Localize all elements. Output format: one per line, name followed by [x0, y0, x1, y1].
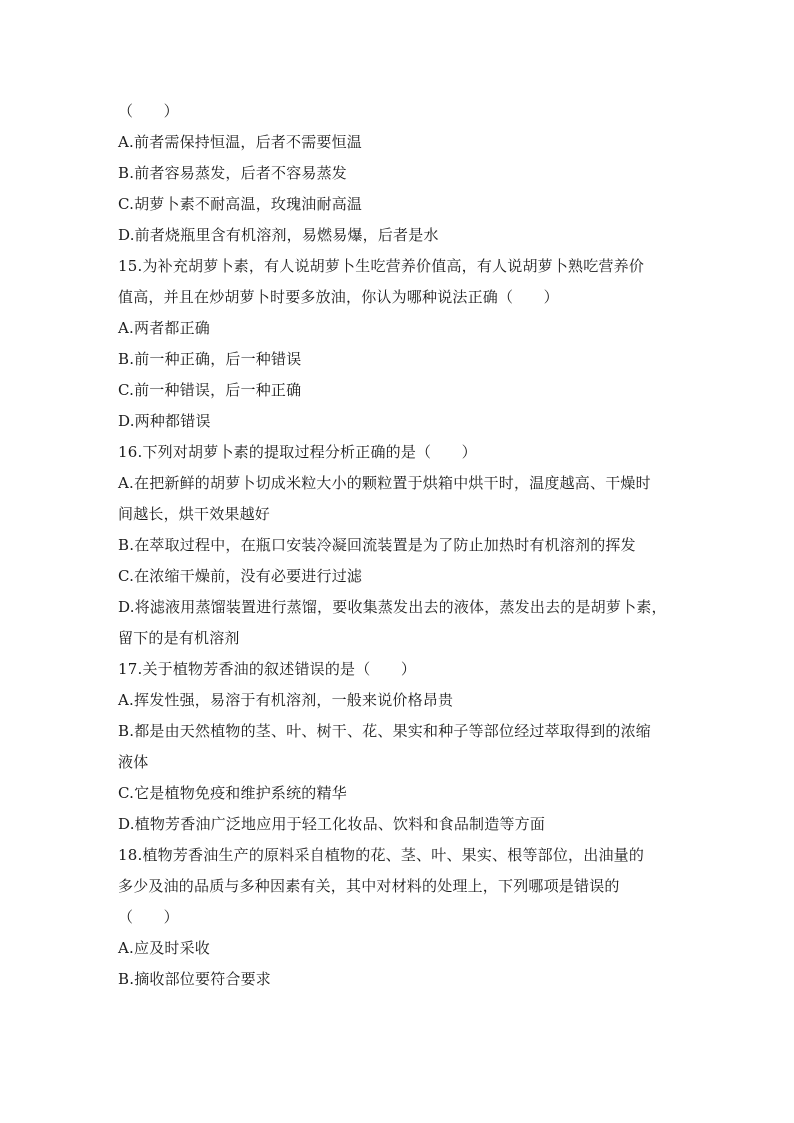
option-b: B.都是由天然植物的茎、叶、树干、花、果实和种子等部位经过萃取得到的浓缩	[118, 722, 651, 740]
option-b: B.前一种正确，后一种错误	[118, 350, 302, 368]
option-d-continued: 留下的是有机溶剂	[118, 629, 240, 647]
question-stem: 17.关于植物芳香油的叙述错误的是（ ）	[118, 660, 417, 678]
option-a: A.在把新鲜的胡萝卜切成米粒大小的颗粒置于烘箱中烘干时，温度越高、干燥时	[118, 474, 651, 492]
option-c: C.前一种错误，后一种正确	[118, 381, 302, 399]
option-a: A.前者需保持恒温，后者不需要恒温	[118, 133, 363, 151]
option-d: D.植物芳香油广泛地应用于轻工化妆品、饮料和食品制造等方面	[118, 815, 546, 833]
option-a: A.挥发性强，易溶于有机溶剂，一般来说价格昂贵	[118, 691, 454, 709]
option-b: B.摘收部位要符合要求	[118, 970, 271, 988]
answer-bracket: （ ）	[118, 908, 179, 926]
option-c: C.胡萝卜素不耐高温，玫瑰油耐高温	[118, 195, 363, 213]
answer-bracket: （ ）	[118, 102, 179, 120]
question-stem: 18.植物芳香油生产的原料采自植物的花、茎、叶、果实、根等部位，出油量的	[118, 846, 645, 864]
question-15	[118, 251, 678, 437]
question-16	[118, 437, 678, 654]
option-b: B.前者容易蒸发，后者不容易蒸发	[118, 164, 347, 182]
option-d: D.将滤液用蒸馏装置进行蒸馏，要收集蒸发出去的液体，蒸发出去的是胡萝卜素，	[118, 598, 667, 616]
question-stem-continued: 值高，并且在炒胡萝卜时要多放油，你认为哪种说法正确（ ）	[118, 288, 559, 306]
question-17	[118, 654, 678, 840]
option-c: C.在浓缩干燥前，没有必要进行过滤	[118, 567, 363, 585]
option-a: A.两者都正确	[118, 319, 211, 337]
question-stem: 16.下列对胡萝卜素的提取过程分析正确的是（ ）	[118, 443, 477, 461]
exam-page	[118, 96, 678, 995]
option-a: A.应及时采收	[118, 939, 211, 957]
option-a-continued: 间越长，烘干效果越好	[118, 505, 271, 523]
option-d: D.两种都错误	[118, 412, 211, 430]
option-b-continued: 液体	[118, 753, 149, 771]
option-d: D.前者烧瓶里含有机溶剂，易燃易爆，后者是水	[118, 226, 439, 244]
option-b: B.在萃取过程中，在瓶口安装冷凝回流装置是为了防止加热时有机溶剂的挥发	[118, 536, 636, 554]
question-stem-continued: 多少及油的品质与多种因素有关，其中对材料的处理上，下列哪项是错误的	[118, 877, 620, 895]
question-14-tail	[118, 96, 678, 251]
option-c: C.它是植物免疫和维护系统的精华	[118, 784, 347, 802]
question-stem: 15.为补充胡萝卜素，有人说胡萝卜生吃营养价值高，有人说胡萝卜熟吃营养价	[118, 257, 645, 275]
question-18	[118, 840, 678, 995]
